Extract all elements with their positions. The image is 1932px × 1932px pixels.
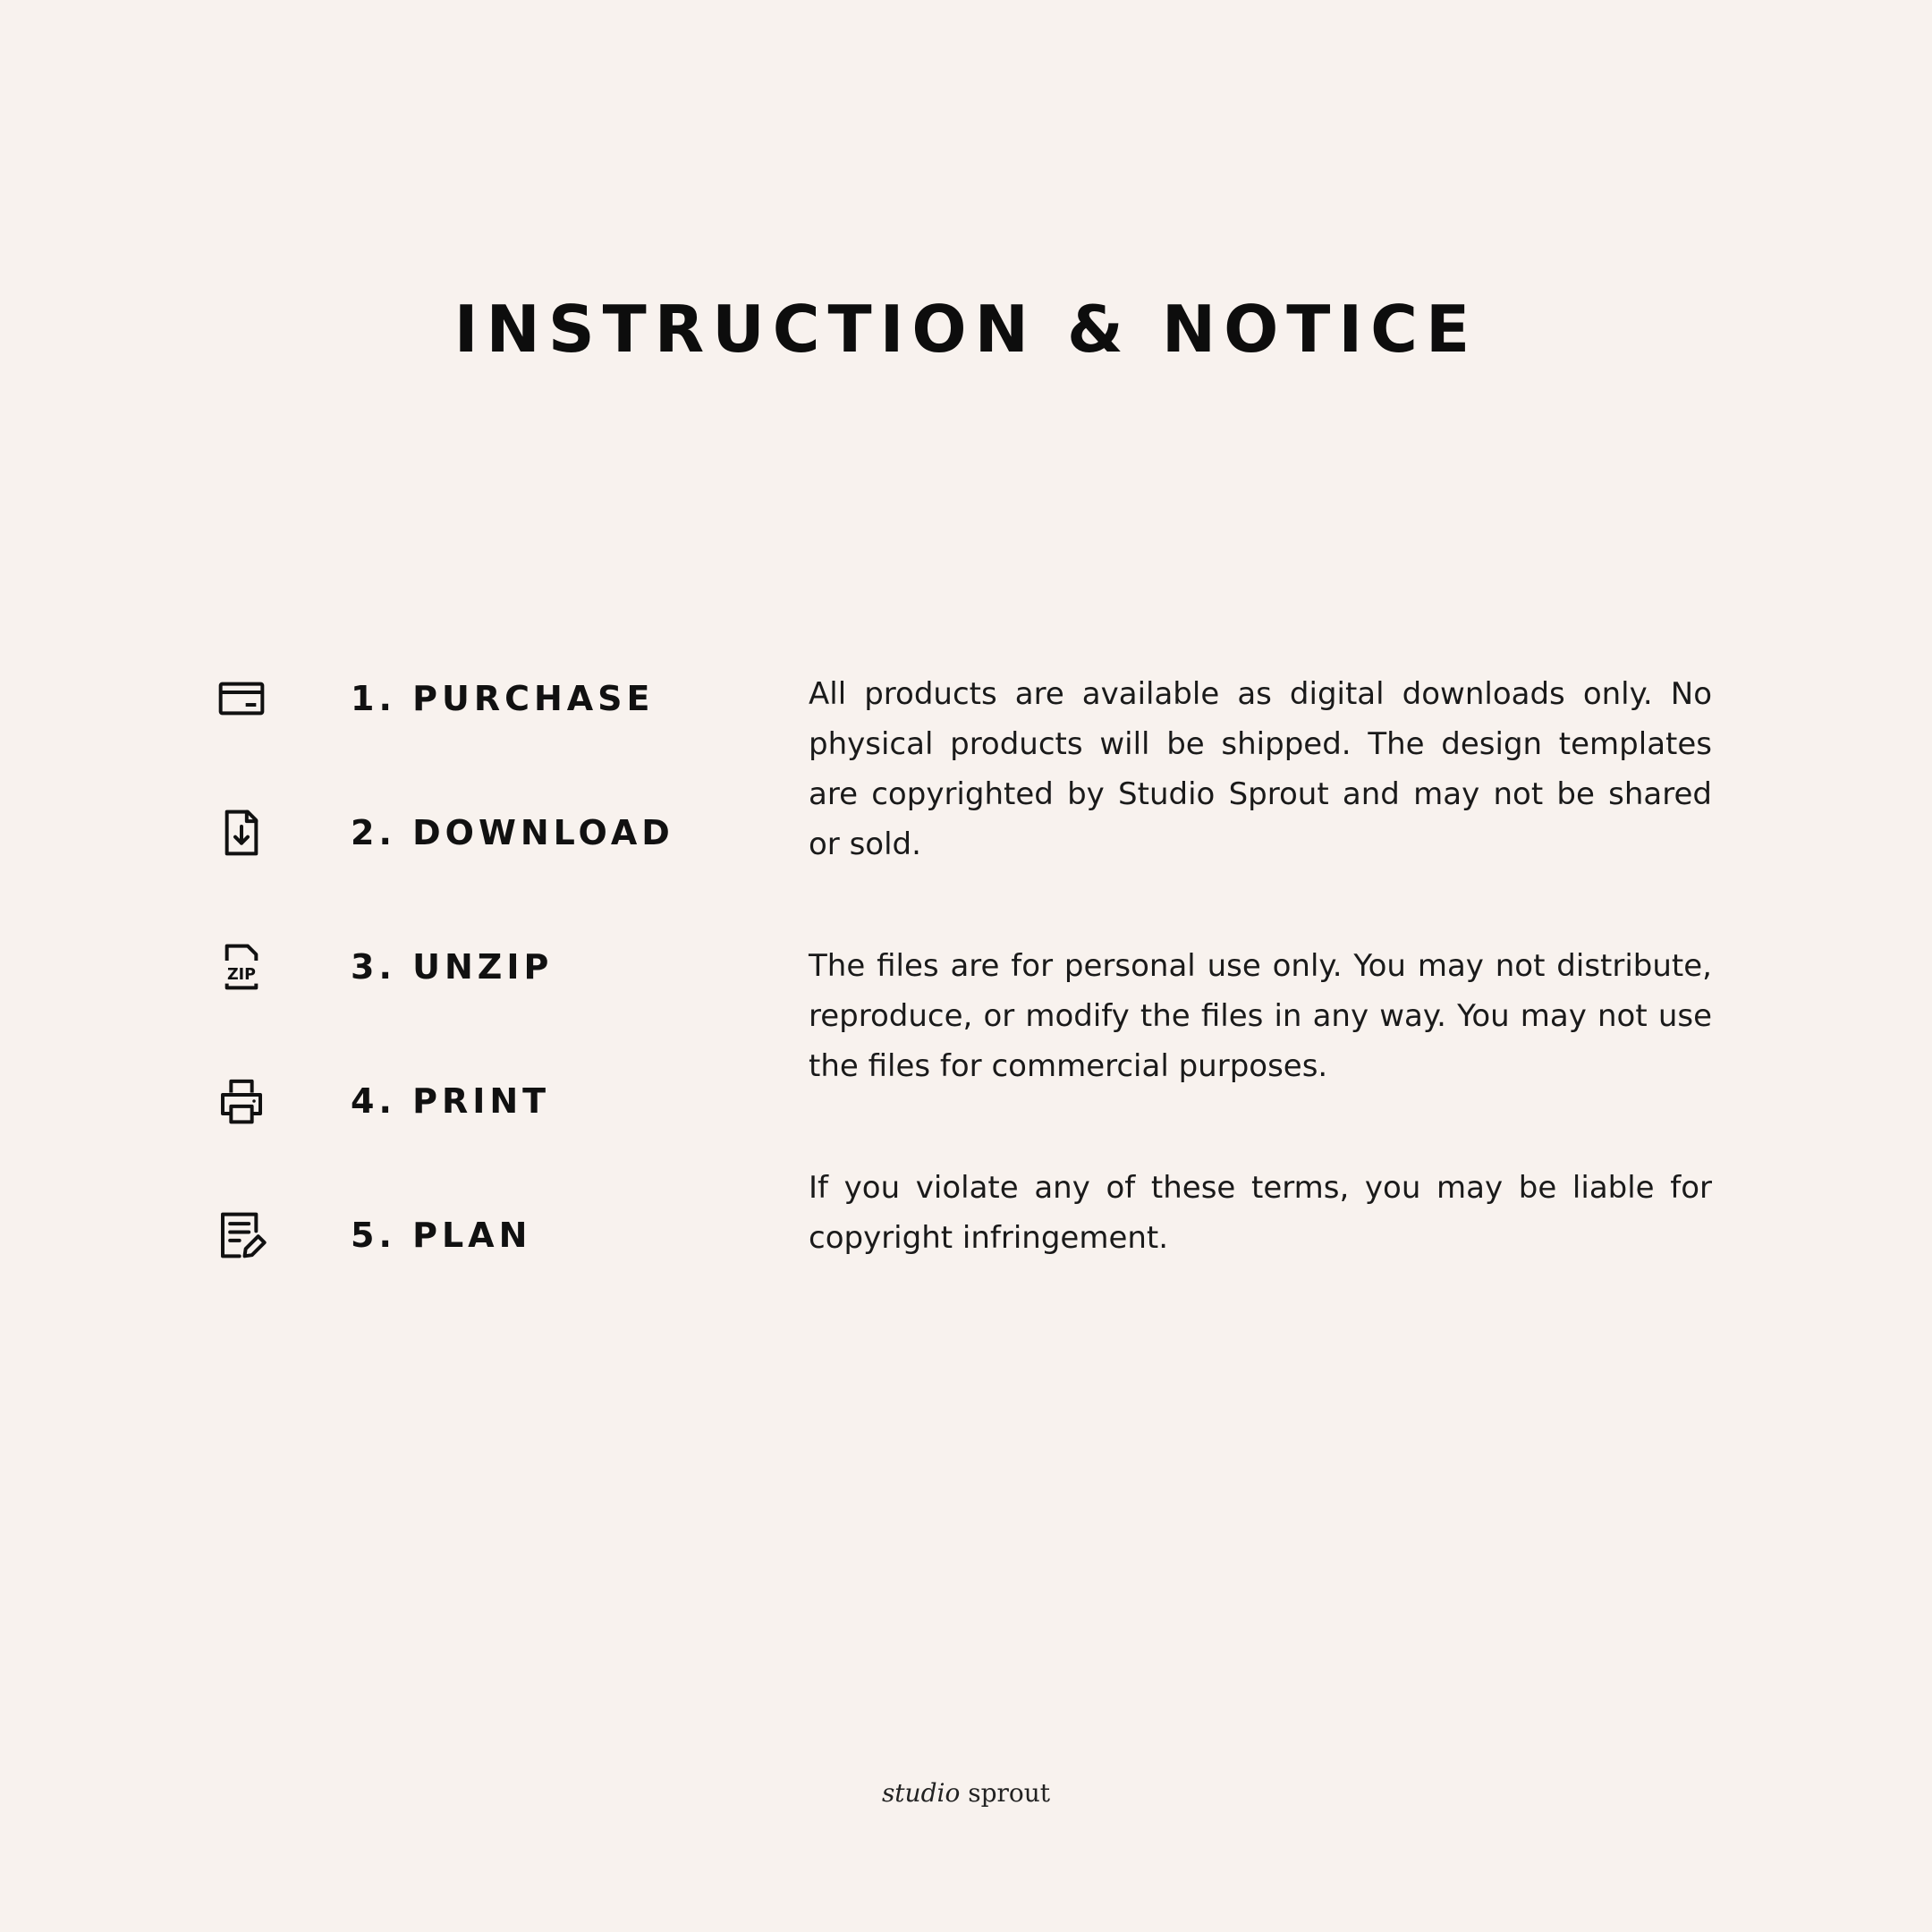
brand-script: studio (881, 1778, 961, 1808)
file-download-icon (215, 806, 268, 860)
steps-list (0, 0, 805, 1932)
step-label: 4. PRINT (351, 1081, 551, 1121)
zip-file-icon (215, 940, 268, 994)
credit-card-icon (215, 672, 268, 725)
brand-text: sprout (968, 1778, 1051, 1808)
step-label: 3. UNZIP (351, 947, 554, 987)
step-plan (215, 1204, 532, 1267)
step-label: 2. DOWNLOAD (351, 813, 674, 852)
step-purchase (215, 667, 655, 730)
brand-logo (0, 1778, 1932, 1808)
step-download (215, 801, 674, 864)
edit-list-icon (215, 1208, 268, 1262)
svg-text:ZIP: ZIP (226, 966, 257, 984)
step-label: 1. PURCHASE (351, 679, 655, 718)
step-label: 5. PLAN (351, 1216, 532, 1255)
page-title: INSTRUCTION & NOTICE (453, 292, 1479, 367)
notice-paragraph: The files are for personal use only. You may not distribute, reproduce, or modify the files in any way. You may not use the files for commercial purposes. (809, 948, 1712, 1084)
notice-paragraph: If you violate any of these terms, you may be liable for copyright infringement. (809, 1170, 1712, 1256)
notice-paragraph: All products are available as digital downloads only. No physical products will be shipped. The design templates are copyrighted by Studio Sprout and may not be shared or sold. (809, 676, 1712, 862)
step-unzip (215, 936, 554, 998)
step-print (215, 1070, 551, 1132)
notice-text (809, 669, 1712, 1263)
printer-icon (215, 1074, 268, 1128)
